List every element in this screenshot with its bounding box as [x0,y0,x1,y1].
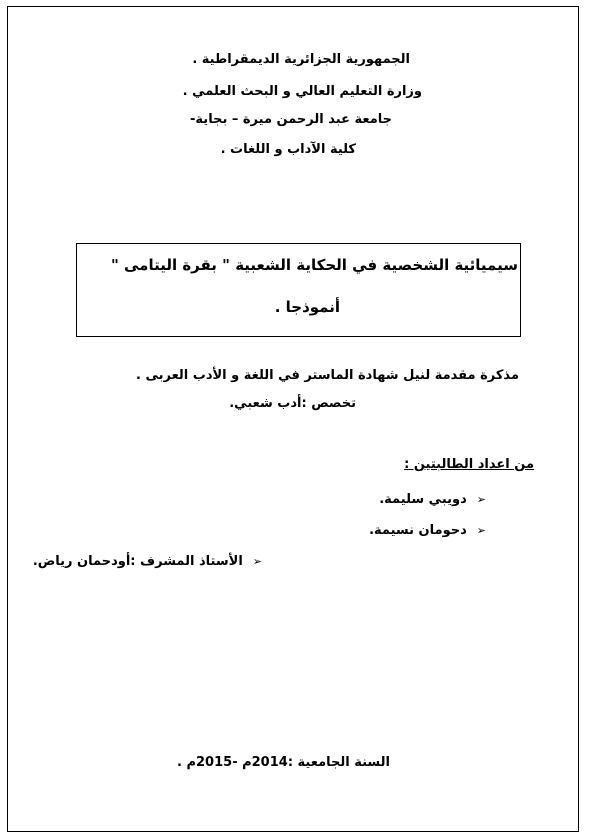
student-name: دحومان نسيمة. [369,523,467,538]
thesis-title-line1: سيميائية الشخصية في الحكاية الشعبية " بقرة اليتامى " [110,256,518,274]
arrow-check-bullet-icon: ➢ [476,493,486,506]
arrow-check-bullet-icon: ➢ [476,524,486,537]
student-name: دويبي سليمة. [379,492,467,507]
student-item [379,492,486,507]
arrow-check-bullet-icon: ➢ [252,555,262,568]
student-item [369,523,486,538]
memo-specialty: تخصص :أدب شعبي. [229,396,356,411]
students-heading: من اعداد الطالبتين : [404,457,534,472]
thesis-title-line2: أنموذجا . [274,298,340,316]
supervisor-line [33,554,262,569]
faculty-name: كلية الآداب و اللغات . [220,142,356,157]
page-border [7,6,579,832]
supervisor-name: الأستاذ المشرف :أودحمان رياض. [32,554,243,569]
university-name: جامعة عبد الرحمن ميرة – بجاية- [190,112,392,127]
ministry-name: وزارة التعليم العالي و البحث العلمي . [182,84,422,99]
academic-year: السنة الجامعية :2014م -2015م . [177,755,390,770]
republic-name: الجمهورية الجزائرية الديمقراطية . [192,52,410,67]
memo-description: مذكرة مقدمة لنيل شهادة الماستر في اللغة و الأدب العربى . [135,368,519,383]
